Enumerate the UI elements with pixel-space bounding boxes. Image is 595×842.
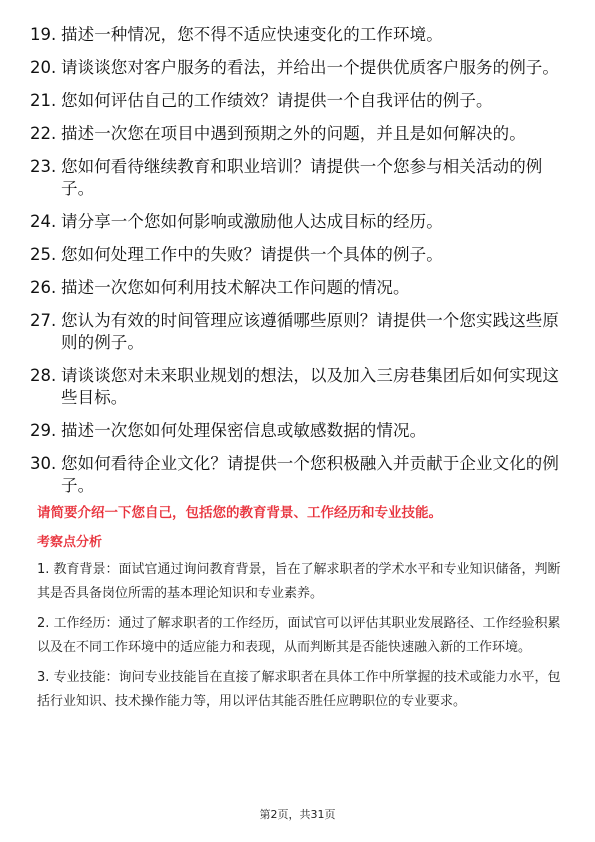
question-list	[30, 24, 565, 508]
question-number: 26.	[30, 278, 57, 297]
question-text: 您如何评估自己的工作绩效？请提供一个自我评估的例子。	[61, 91, 493, 110]
question-number: 28.	[30, 366, 57, 385]
question-text: 您如何看待企业文化？请提供一个您积极融入并贡献于企业文化的例子。	[61, 454, 559, 495]
question-number: 19.	[30, 25, 57, 44]
question-text: 您如何处理工作中的失败？请提供一个具体的例子。	[61, 245, 443, 264]
analysis-heading: 考察点分析	[37, 535, 103, 550]
question-number: 29.	[30, 421, 57, 440]
question-item	[30, 453, 565, 497]
featured-question: 请简要介绍一下您自己，包括您的教育背景、工作经历和专业技能。	[37, 505, 442, 521]
question-text: 描述一次您在项目中遇到预期之外的问题，并且是如何解决的。	[61, 124, 526, 143]
question-text: 请谈谈您对未来职业规划的想法，以及加入三房巷集团后如何实现这些目标。	[61, 366, 559, 407]
question-item	[30, 156, 565, 200]
question-item	[30, 277, 565, 299]
question-number: 20.	[30, 58, 57, 77]
question-item	[30, 211, 565, 233]
analysis-point: 3. 专业技能：询问专业技能旨在直接了解求职者在具体工作中所掌握的技术或能力水平，包括行业知识、技术操作能力等，用以评估其能否胜任应聘职位的专业要求。	[37, 670, 561, 709]
analysis-point: 1. 教育背景：面试官通过询问教育背景，旨在了解求职者的学术水平和专业知识储备，判断其是否具备岗位所需的基本理论知识和专业素养。	[37, 562, 561, 601]
question-item	[30, 90, 565, 112]
question-item	[30, 365, 565, 409]
question-item	[30, 310, 565, 354]
answer-section	[37, 503, 562, 720]
question-item	[30, 244, 565, 266]
question-text: 您如何看待继续教育和职业培训？请提供一个您参与相关活动的例子。	[61, 157, 543, 198]
analysis-point: 2. 工作经历：通过了解求职者的工作经历，面试官可以评估其职业发展路径、工作经验积累以及在不同工作环境中的适应能力和表现，从而判断其是否能快速融入新的工作环境。	[37, 616, 561, 655]
question-item	[30, 420, 565, 442]
question-number: 23.	[30, 157, 57, 176]
question-item	[30, 24, 565, 46]
question-item	[30, 123, 565, 145]
question-text: 您认为有效的时间管理应该遵循哪些原则？请提供一个您实践这些原则的例子。	[61, 311, 559, 352]
page-footer	[0, 806, 595, 822]
question-number: 27.	[30, 311, 57, 330]
question-item	[30, 57, 565, 79]
question-number: 22.	[30, 124, 57, 143]
question-text: 描述一次您如何利用技术解决工作问题的情况。	[61, 278, 410, 297]
question-text: 描述一种情况，您不得不适应快速变化的工作环境。	[61, 25, 443, 44]
question-number: 30.	[30, 454, 57, 473]
page-number: 第2页，共31页	[259, 808, 336, 821]
question-text: 描述一次您如何处理保密信息或敏感数据的情况。	[61, 421, 427, 440]
question-number: 21.	[30, 91, 57, 110]
question-number: 25.	[30, 245, 57, 264]
question-text: 请分享一个您如何影响或激励他人达成目标的经历。	[61, 212, 443, 231]
question-text: 请谈谈您对客户服务的看法，并给出一个提供优质客户服务的例子。	[61, 58, 559, 77]
question-number: 24.	[30, 212, 57, 231]
